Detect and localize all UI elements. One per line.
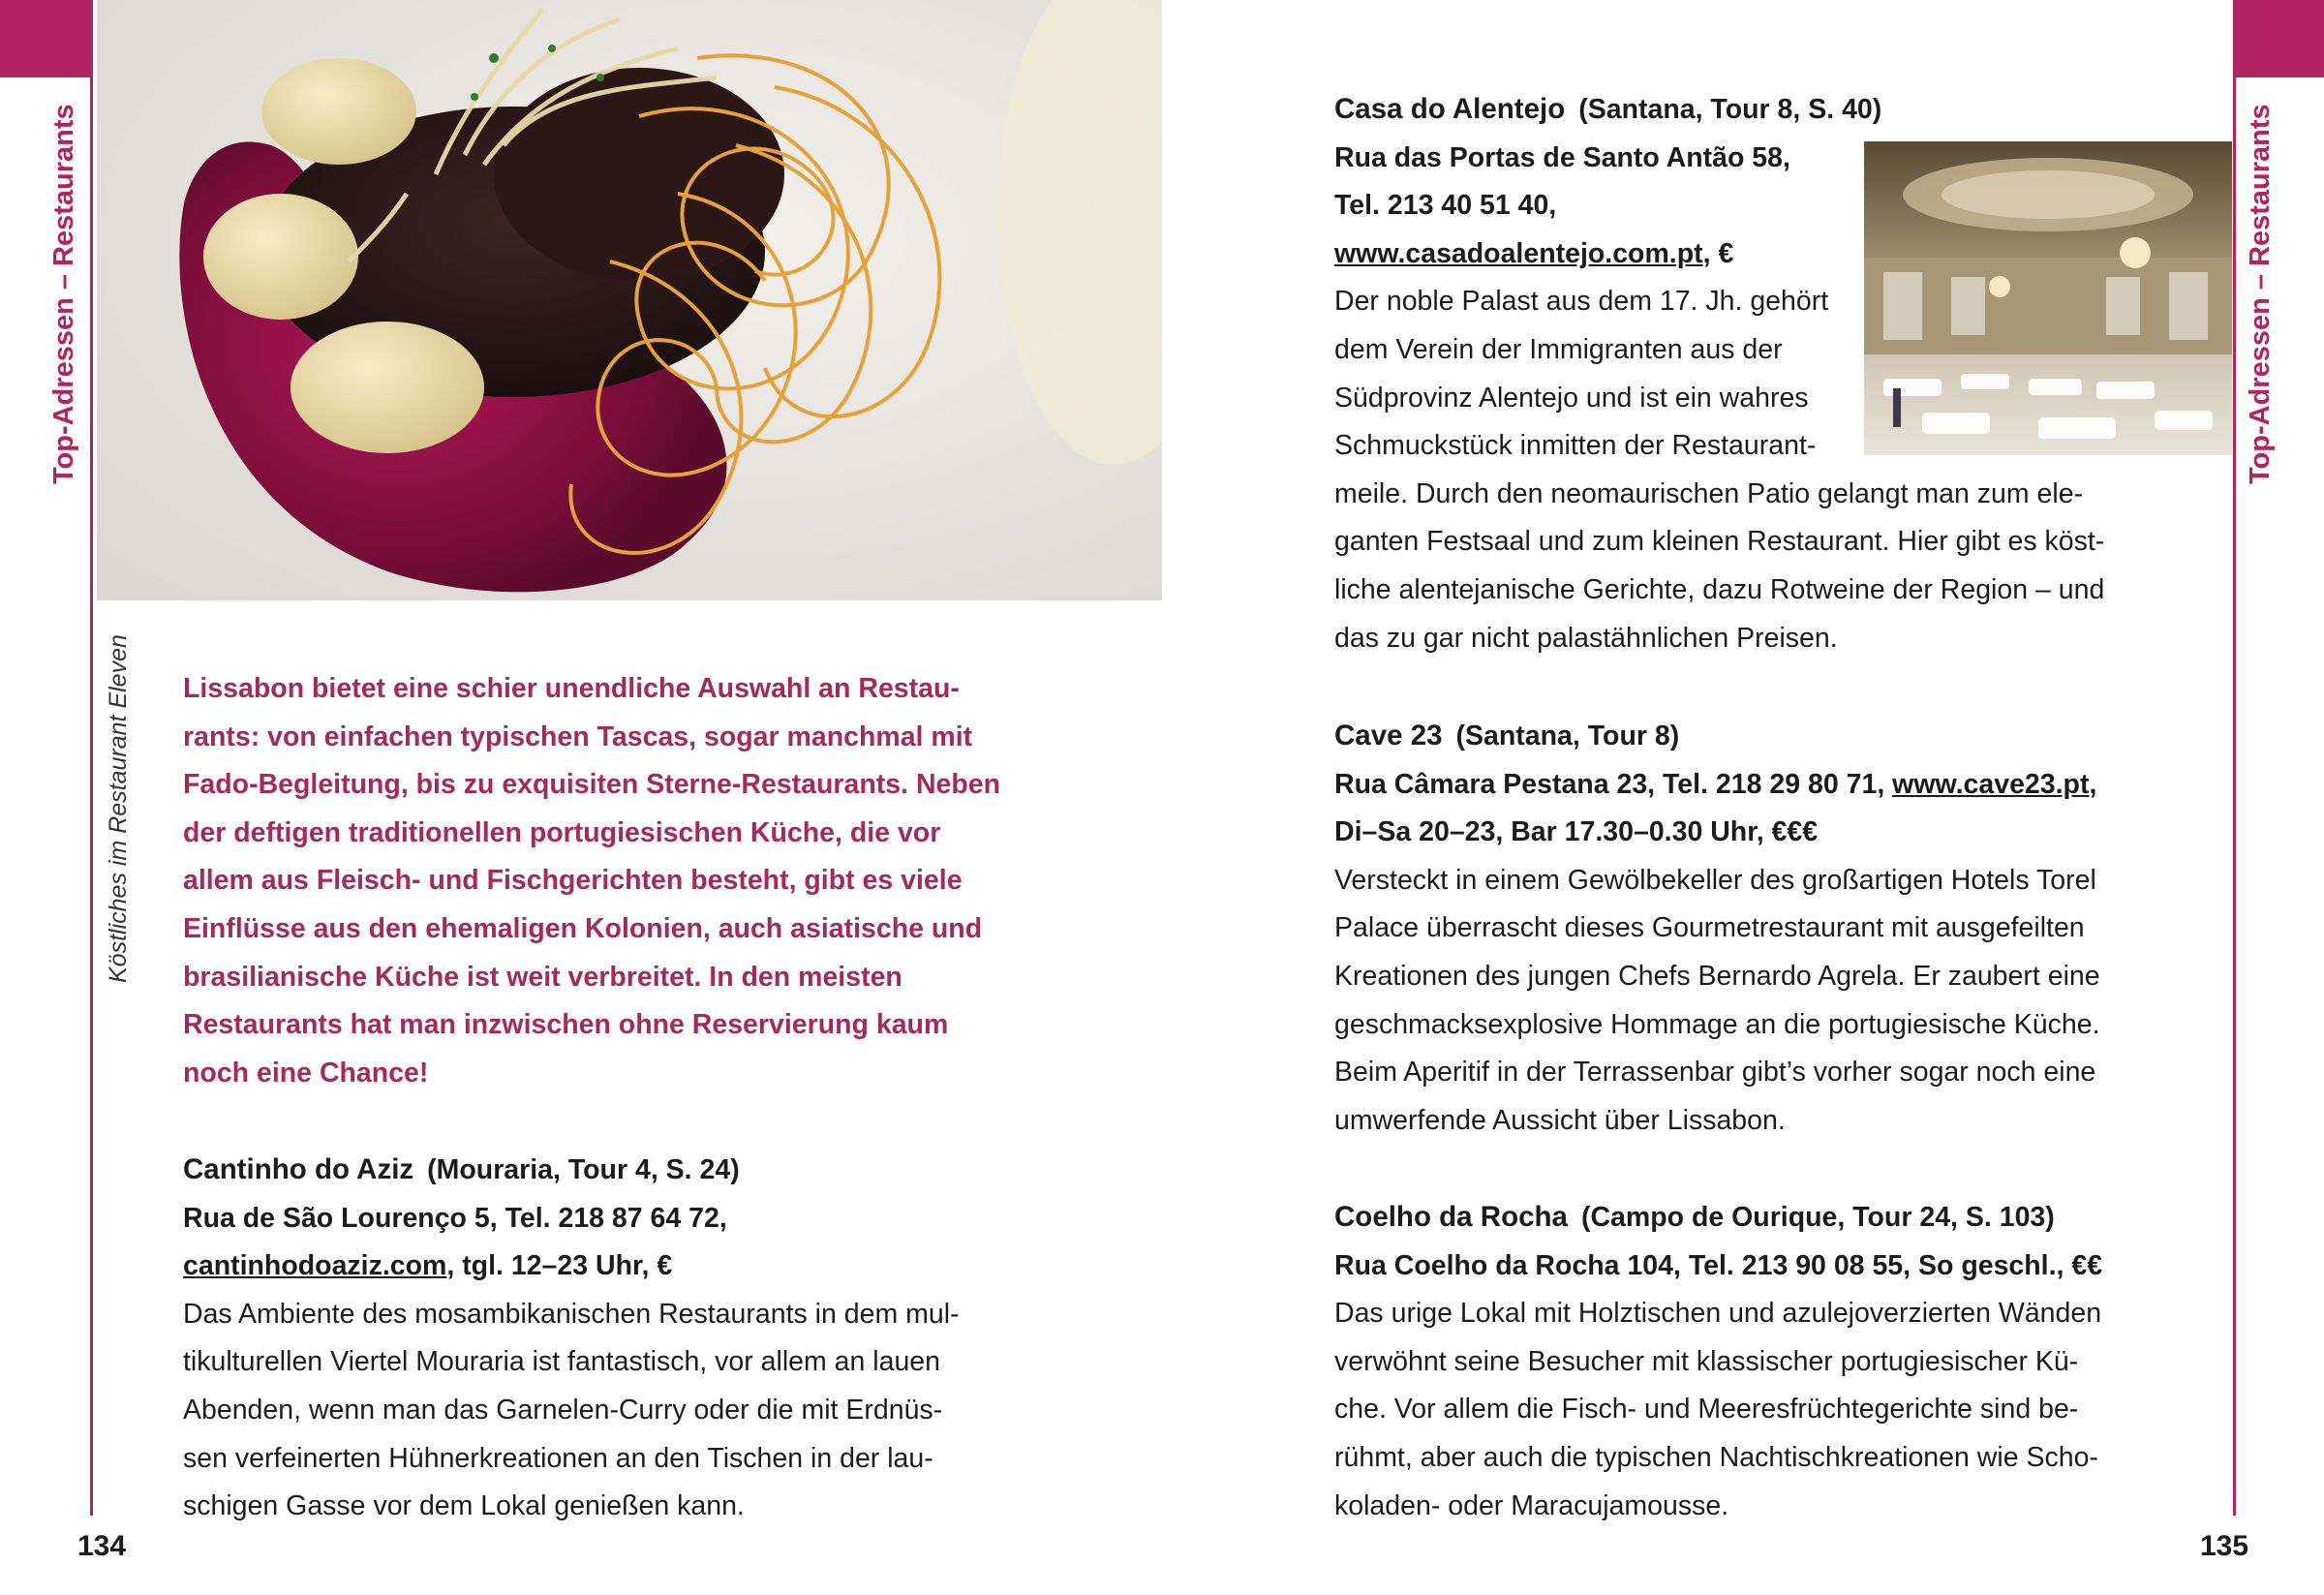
restaurant-website-link[interactable]: www.casadoalentejo.com.pt (1334, 237, 1703, 269)
description-line: dem Verein der Immigranten aus der (1334, 333, 1783, 365)
intro-paragraph (183, 665, 1016, 1097)
entry-casa-do-alentejo (1334, 85, 2143, 662)
restaurant-contact (183, 1242, 992, 1291)
description-line: Südprovinz Alentejo und ist ein wahres (1334, 382, 1809, 414)
description-line: che. Vor allem die Fisch- und Meeresfrüchtegerichte sind be- (1334, 1394, 2079, 1426)
description-line: Palace überrascht dieses Gourmetrestaurant mit ausgefeilten (1334, 912, 2085, 944)
restaurant-name: Coelho da Rocha (1334, 1201, 1568, 1233)
description-line: koladen- oder Maracujamousse. (1334, 1489, 1729, 1521)
entry-cave-23 (1334, 712, 2143, 1145)
restaurant-website-link[interactable]: cantinhodoaziz.com (183, 1250, 447, 1282)
food-photo (97, 0, 1162, 600)
description-line: rühmt, aber auch die typischen Nachtischkreationen wie Scho- (1334, 1441, 2098, 1473)
right-margin-line (2233, 77, 2236, 1516)
entry-title (183, 1146, 992, 1195)
description-line: Der noble Palast aus dem 17. Jh. gehört (1334, 286, 1829, 318)
page-number-right: 135 (2200, 1530, 2249, 1562)
description-line: sen verfeinerten Hühnerkreationen an den Tischen in der lau- (183, 1442, 933, 1474)
description-line: tikulturellen Viertel Mouraria ist fantastisch, vor allem an lauen (183, 1346, 941, 1378)
entry-coelho-da-rocha (1334, 1193, 2143, 1530)
intro-line: Lissabon bietet eine schier unendliche Auswahl an Restau- (183, 673, 960, 704)
restaurant-address-text: Rua Câmara Pestana 23, Tel. 218 29 80 71, (1334, 768, 1893, 800)
description-line: ganten Festsaal und zum kleinen Restaurant. Hier gibt es köst- (1334, 526, 2105, 558)
intro-line: der deftigen traditionellen portugiesischen Küche, die vor (183, 816, 941, 848)
restaurant-location: (Santana, Tour 8) (1455, 721, 1680, 751)
description-line: Das urige Lokal mit Holztischen und azulejoverzierten Wänden (1334, 1298, 2102, 1330)
restaurant-address-end: , (2089, 768, 2097, 800)
intro-line: allem aus Fleisch- und Fischgerichten besteht, gibt es viele (183, 865, 963, 897)
description-line: Schmuckstück inmitten der Restaurant- (1334, 430, 1817, 462)
intro-line: rants: von einfachen typischen Tascas, sogar manchmal mit (183, 721, 973, 752)
description-line: Das Ambiente des mosambikanischen Restaurants in dem mul- (183, 1298, 960, 1330)
restaurant-address: Rua Coelho da Rocha 104, Tel. 213 90 08 55, So geschl., €€ (1334, 1249, 2103, 1281)
description-line: Abenden, wenn man das Garnelen-Curry oder die mit Erdnüs- (183, 1394, 943, 1426)
description-line: Versteckt in einem Gewölbekeller des großartigen Hotels Torel (1334, 864, 2096, 896)
page-number-left: 134 (77, 1530, 127, 1562)
restaurant-phone: Tel. 213 40 51 40, (1334, 190, 1557, 222)
description-line: umwerfende Aussicht über Lissabon. (1334, 1104, 1786, 1136)
restaurant-name: Cantinho do Aziz (183, 1153, 414, 1185)
description-line: liche alentejanische Gerichte, dazu Rotweine der Region – und (1334, 573, 2105, 605)
description-line: verwöhnt seine Besucher mit klassischer portugiesischer Kü- (1334, 1345, 2079, 1377)
description-line: das zu gar nicht palastähnlichen Preisen. (1334, 622, 1838, 654)
restaurant-hours-price: Di–Sa 20–23, Bar 17.30–0.30 Uhr, €€€ (1334, 816, 1819, 848)
restaurant-name: Casa do Alentejo (1334, 93, 1566, 125)
entry-title (1334, 1193, 2143, 1242)
description-line: schigen Gasse vor dem Lokal genießen kann. (183, 1490, 745, 1522)
entry-title (1334, 712, 2143, 761)
restaurant-location: (Santana, Tour 8, S. 40) (1578, 94, 1882, 125)
restaurant-address: Rua das Portas de Santo Antão 58, (1334, 141, 1790, 173)
right-accent-tab (2233, 0, 2324, 77)
restaurant-price: , € (1702, 237, 1734, 269)
description-line: Kreationen des jungen Chefs Bernardo Agrela. Er zaubert eine (1334, 960, 2100, 992)
description-line: Beim Aperitif in der Terrassenbar gibt’s vorher sogar noch eine (1334, 1057, 2096, 1089)
entry-cantinho-do-aziz (183, 1146, 992, 1531)
intro-line: Einflüsse aus den ehemaligen Kolonien, auch asiatische und (183, 912, 983, 944)
restaurant-location: (Campo de Ourique, Tour 24, S. 103) (1580, 1202, 2055, 1233)
entry-title (1334, 85, 2143, 135)
left-accent-tab (0, 0, 93, 77)
left-section-label: Top-Adressen – Restaurants (48, 104, 79, 484)
right-section-label: Top-Adressen – Restaurants (2245, 104, 2276, 484)
restaurant-hours-price: , tgl. 12–23 Uhr, € (446, 1250, 673, 1282)
intro-line: Fado-Begleitung, bis zu exquisiten Sterne-Restaurants. Neben (183, 769, 1001, 801)
restaurant-address (1334, 761, 2143, 810)
intro-line: noch eine Chance! (183, 1057, 429, 1089)
left-margin-line (90, 77, 93, 1516)
restaurant-address: Rua de São Lourenço 5, Tel. 218 87 64 72, (183, 1202, 727, 1234)
restaurant-website-link[interactable]: www.cave23.pt (1892, 768, 2090, 800)
restaurant-contact (1334, 230, 2143, 279)
intro-line: brasilianische Küche ist weit verbreitet. In den meisten (183, 961, 902, 993)
restaurant-location: (Mouraria, Tour 4, S. 24) (427, 1154, 740, 1185)
restaurant-name: Cave 23 (1334, 720, 1443, 751)
photo-caption: Köstliches im Restaurant Eleven (105, 634, 132, 983)
description-line: meile. Durch den neomaurischen Patio gelangt man zum ele- (1334, 477, 2084, 509)
intro-line: Restaurants hat man inzwischen ohne Reservierung kaum (183, 1009, 949, 1041)
description-line: geschmacksexplosive Hommage an die portugiesische Küche. (1334, 1008, 2100, 1040)
